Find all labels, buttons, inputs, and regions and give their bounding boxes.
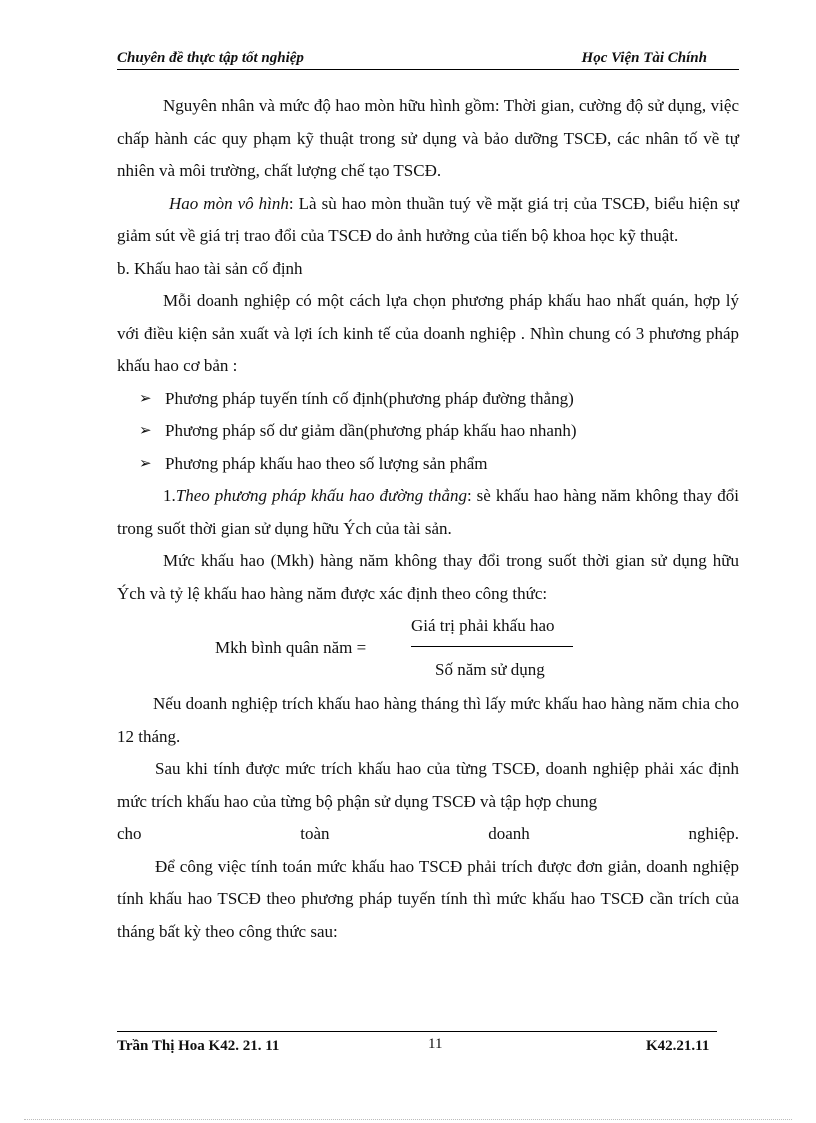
footer-class-code: K42.21.11: [646, 1038, 710, 1054]
footer-author: Trần Thị Hoa K42. 21. 11: [117, 1038, 280, 1054]
header-right-title: Học Viện Tài Chính: [581, 50, 707, 66]
arrowhead-bullet-icon: ➢: [139, 423, 152, 439]
formula-numerator: Giá trị phải khấu hao: [411, 616, 555, 635]
term-straight-line: Theo phương pháp khấu hao đường thẳng: [175, 486, 467, 505]
straight-line-number: 1.: [163, 486, 176, 505]
page-edge-divider: [24, 1119, 792, 1120]
paragraph-intangible-wear: [117, 188, 739, 253]
paragraph-tangible-wear: Nguyên nhân và mức độ hao mòn hữu hình gồm: Thời gian, cường độ sử dụng, việc chấp hành các quy phạm kỹ thuật trong sử dụng và bảo dưỡng TSCĐ, các nhân tố về tự nhiên và môi trường, chất lượng chế tạo TSCĐ.: [117, 96, 739, 180]
paragraph-allocation: Sau khi tính được mức trích khấu hao của từng TSCĐ, doanh nghiệp phải xác định mức trích khấu hao của từng bộ phận sử dụng TSCĐ và tập hợp chung: [117, 759, 739, 811]
footer-divider: [117, 1031, 717, 1032]
paragraph-monthly: Nếu doanh nghiệp trích khấu hao hàng tháng thì lấy mức khấu hao hàng năm chia cho 12 tháng.: [117, 694, 739, 746]
term-intangible-wear: Hao mòn vô hình: [169, 193, 289, 213]
list-item: [117, 448, 739, 481]
page-header: [117, 49, 739, 70]
section-heading-b: b. Khấu hao tài sản cố định: [117, 258, 303, 278]
formula-denominator: Số năm sử dụng: [435, 660, 545, 679]
document-body: [117, 90, 739, 948]
straight-line-text: : sè khấu hao hàng năm không thay đổi trong suốt thời gian sử dụng hữu Ých của tài sản.: [117, 486, 739, 538]
paragraph-allocation-end: cho toàn doanh nghiệp.: [117, 824, 739, 843]
intangible-wear-text: : Là sù hao mòn thuần tuý về mặt giá trị của TSCĐ, biểu hiện sự giảm sút về giá trị trao đổi của TSCĐ do ảnh hưởng của tiến bộ khoa học kỹ thuật.: [117, 193, 739, 245]
list-item-text: Phương pháp số dư giảm dần(phương pháp khấu hao nhanh): [165, 421, 577, 440]
paragraph-straight-line: [117, 480, 739, 545]
formula-lhs: Mkh bình quân năm =: [215, 638, 367, 657]
list-item-text: Phương pháp khấu hao theo số lượng sản phẩm: [165, 453, 488, 473]
list-item: [117, 415, 739, 448]
header-left-title: Chuyên đề thực tập tốt nghiệp: [117, 50, 304, 66]
list-item: [117, 383, 739, 416]
formula-mkh: [117, 616, 739, 688]
list-item-text: Phương pháp tuyến tính cố định(phương pháp đường thẳng): [165, 388, 574, 408]
paragraph-methods-intro: Mỗi doanh nghiệp có một cách lựa chọn phương pháp khấu hao nhất quán, hợp lý với điều kiện sản xuất và lợi ích kinh tế của doanh nghiệp . Nhìn chung có 3 phương pháp khấu hao cơ bản :: [117, 291, 739, 375]
paragraph-simplify: Để công việc tính toán mức khấu hao TSCĐ phải trích được đơn giản, doanh nghiệp tính khấu hao TSCĐ theo phương pháp tuyến tính thì mức khấu hao TSCĐ cần trích của tháng bất kỳ theo công thức sau:: [117, 856, 739, 941]
arrowhead-bullet-icon: ➢: [139, 390, 152, 407]
fraction-bar: [411, 646, 573, 647]
page-number: 11: [428, 1036, 443, 1052]
arrowhead-bullet-icon: ➢: [139, 455, 152, 472]
paragraph-mkh-definition: Mức khấu hao (Mkh) hàng năm không thay đổi trong suốt thời gian sử dụng hữu Ých và tỷ lệ khấu hao hàng năm được xác định theo công thức:: [117, 551, 739, 603]
